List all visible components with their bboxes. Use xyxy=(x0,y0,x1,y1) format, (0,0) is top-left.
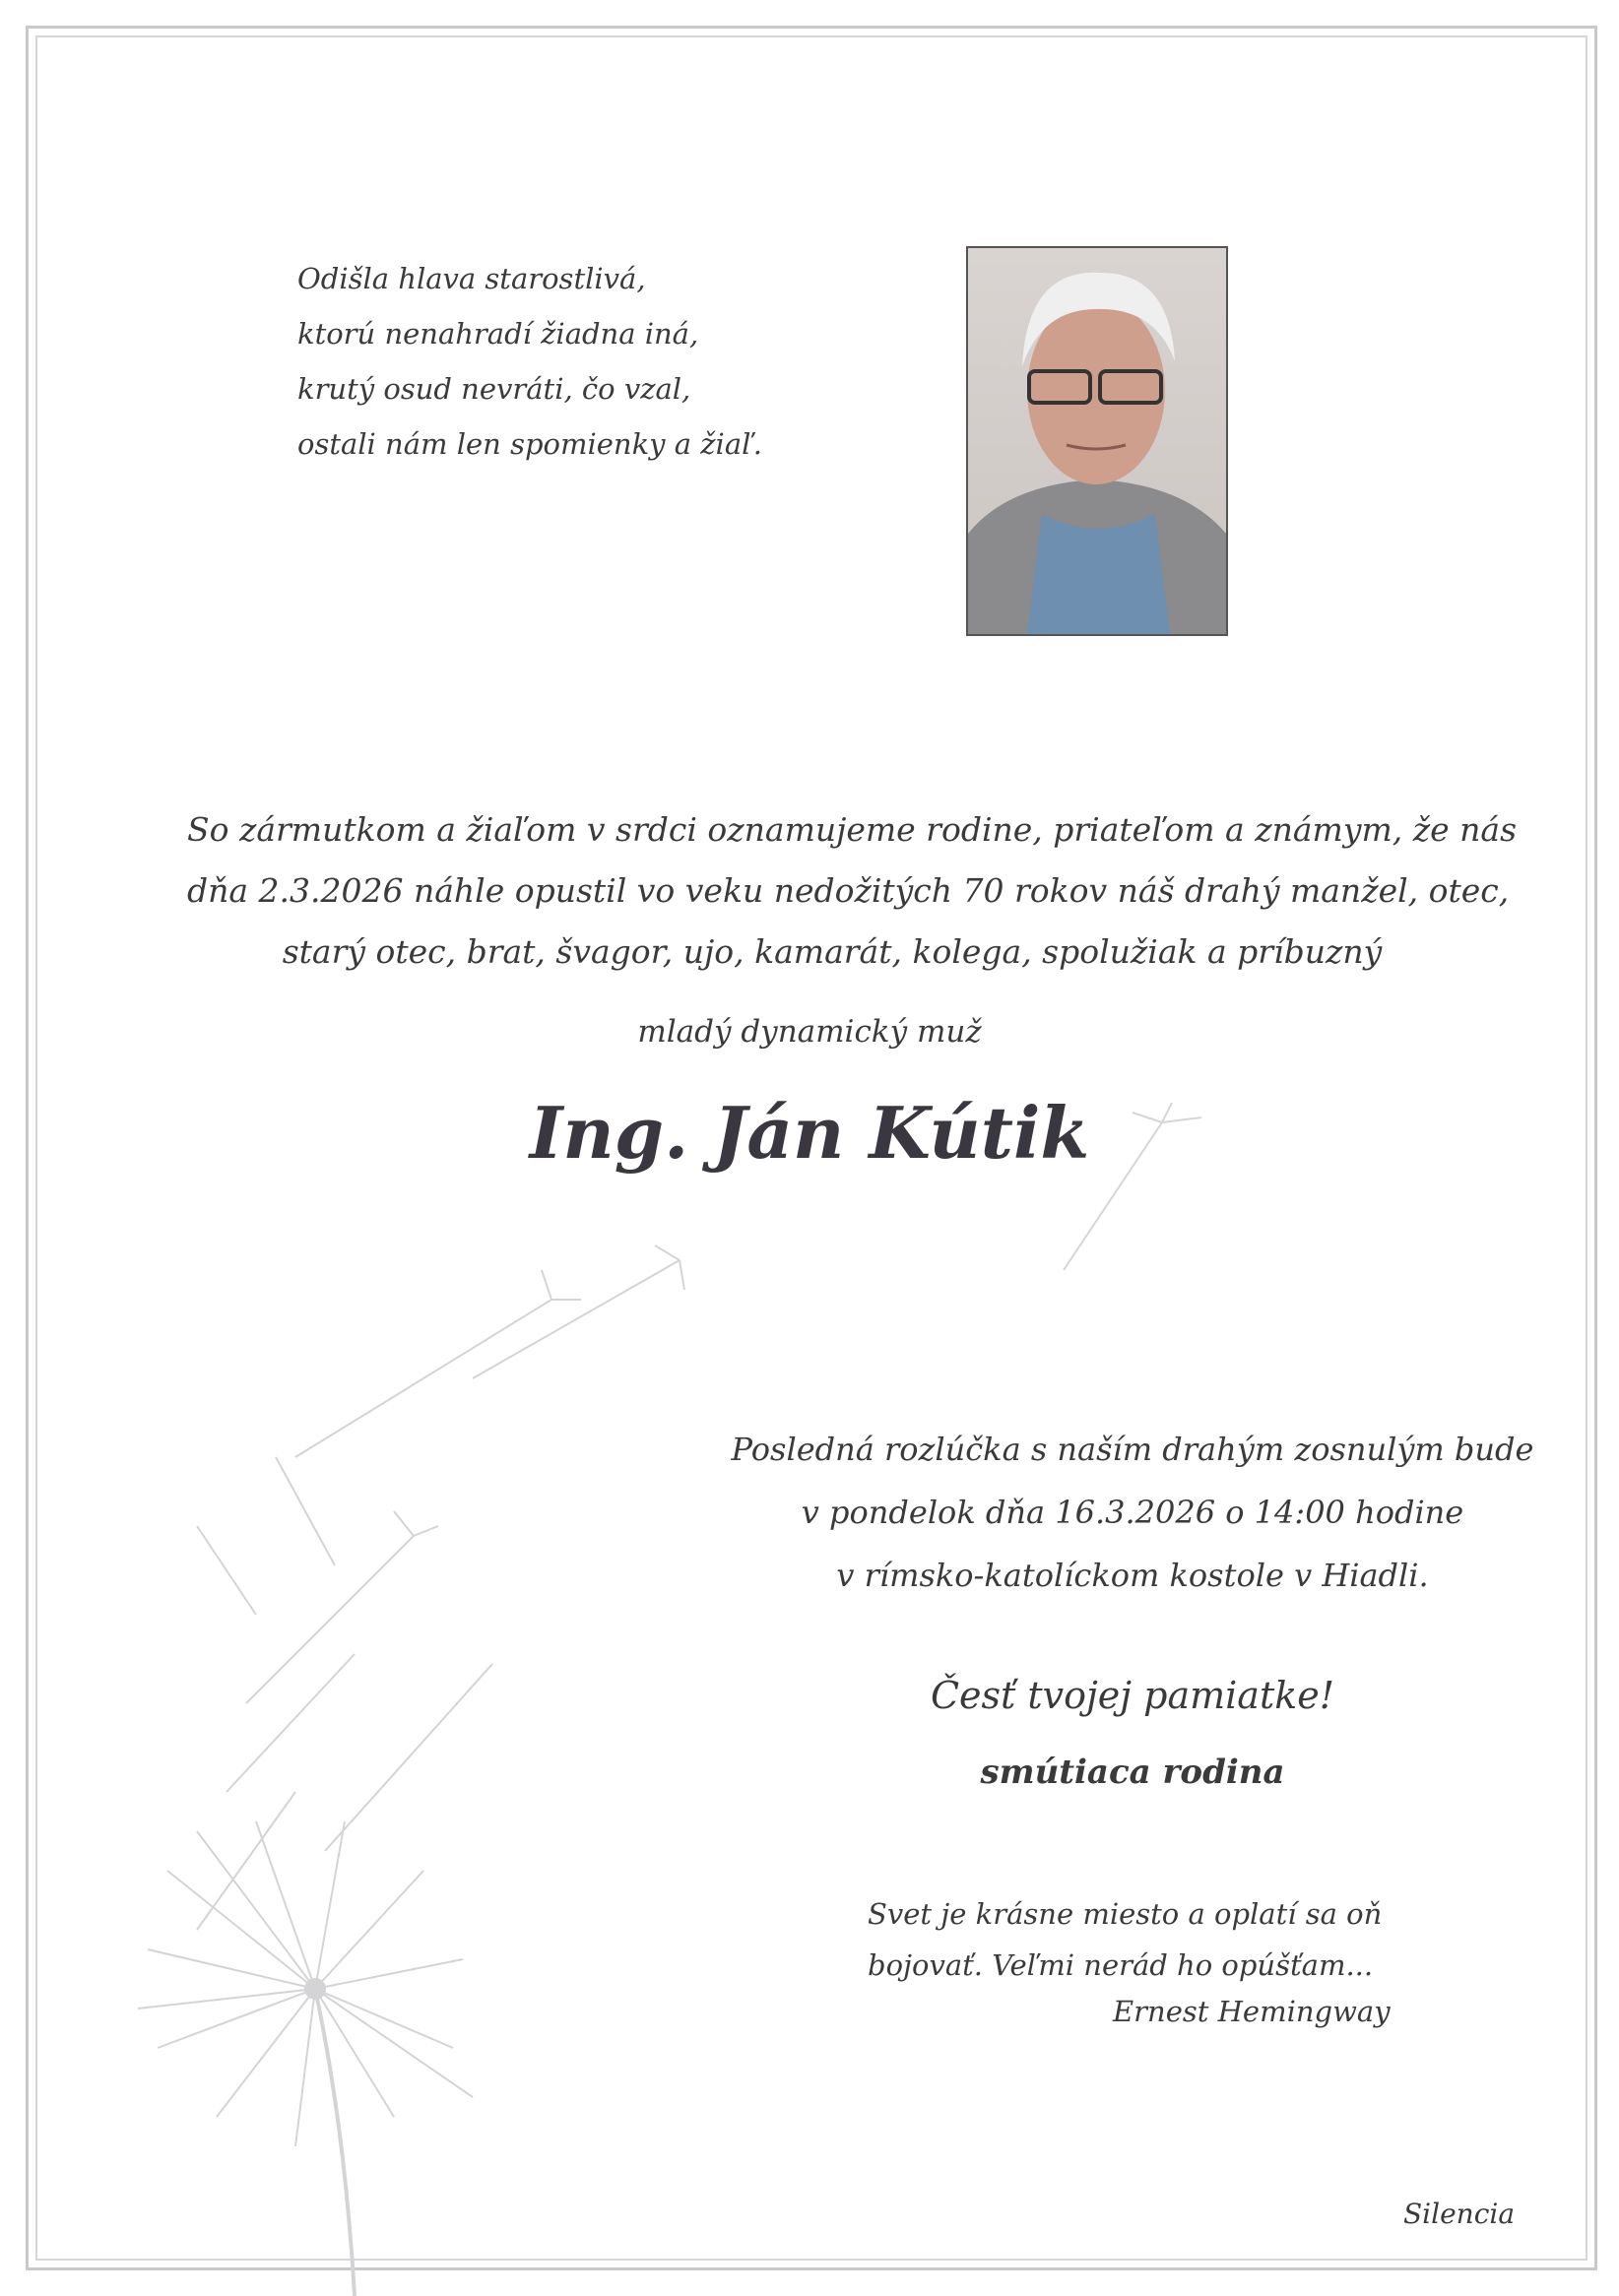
funeral-line: Posledná rozlúčka s naším drahým zosnulým bude xyxy=(731,1431,1534,1468)
quote xyxy=(868,1888,1382,1991)
poem-line: krutý osud nevráti, čo vzal, xyxy=(297,372,691,406)
quote-line: Svet je krásne miesto a oplatí sa oň xyxy=(868,1897,1383,1931)
quote-author: Ernest Hemingway xyxy=(1113,1995,1391,2028)
announcement-text xyxy=(187,799,1518,983)
deceased-subtitle: mladý dynamický muž xyxy=(637,1014,982,1050)
funeral-info xyxy=(709,1418,1556,1607)
announcement-line: starý otec, brat, švagor, ujo, kamarát, kolega, spolužiak a príbuzný xyxy=(282,932,1383,971)
family-signature: smútiaca rodina xyxy=(980,1753,1285,1792)
poem xyxy=(297,251,762,472)
quote-line: bojovať. Veľmi nerád ho opúšťam... xyxy=(868,1948,1374,1982)
announcement-line: So zármutkom a žiaľom v srdci oznamujeme rodine, priateľom a známym, že nás xyxy=(187,810,1518,849)
poem-line: ostali nám len spomienky a žiaľ. xyxy=(297,427,762,461)
funeral-line: v pondelok dňa 16.3.2026 o 14:00 hodine xyxy=(801,1494,1464,1531)
funeral-line: v rímsko-katolíckom kostole v Hiadli. xyxy=(836,1557,1429,1594)
announcement-line: dňa 2.3.2026 náhle opustil vo veku nedožitých 70 rokov náš drahý manžel, otec, xyxy=(187,871,1510,910)
deceased-name: Ing. Ján Kútik xyxy=(529,1091,1090,1175)
poem-line: ktorú nenahradí žiadna iná, xyxy=(297,317,699,351)
brand-mark: Silencia xyxy=(1403,2198,1516,2230)
deceased-portrait-photo xyxy=(966,246,1228,636)
poem-line: Odišla hlava starostlivá, xyxy=(297,262,646,295)
honor-text: Česť tvojej pamiatke! xyxy=(930,1674,1335,1717)
